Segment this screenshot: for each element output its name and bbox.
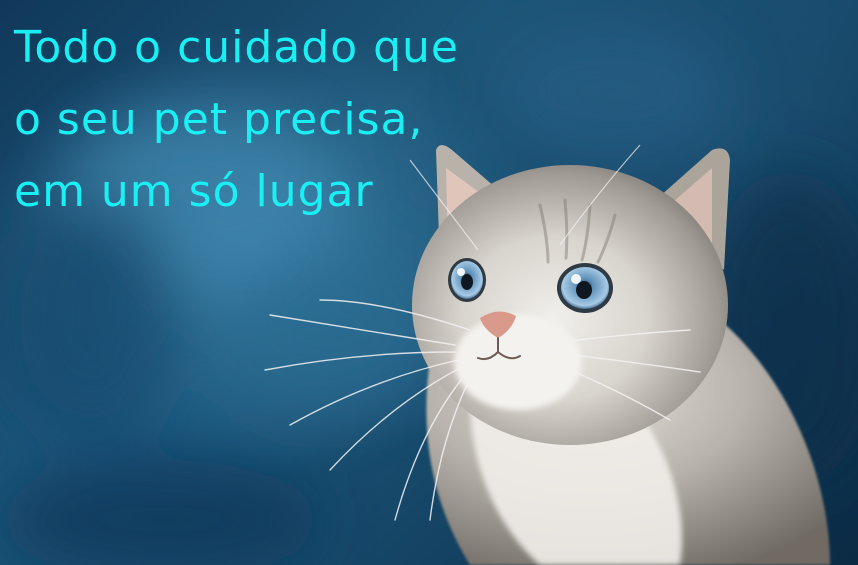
headline [14,12,459,228]
headline-line-1: Todo o cuidado que [14,22,459,73]
cat-eye-right [557,263,613,313]
cat-eye-left [448,258,486,302]
headline-line-2: o seu pet precisa, [14,94,424,145]
headline-line-3: em um só lugar [14,166,374,217]
